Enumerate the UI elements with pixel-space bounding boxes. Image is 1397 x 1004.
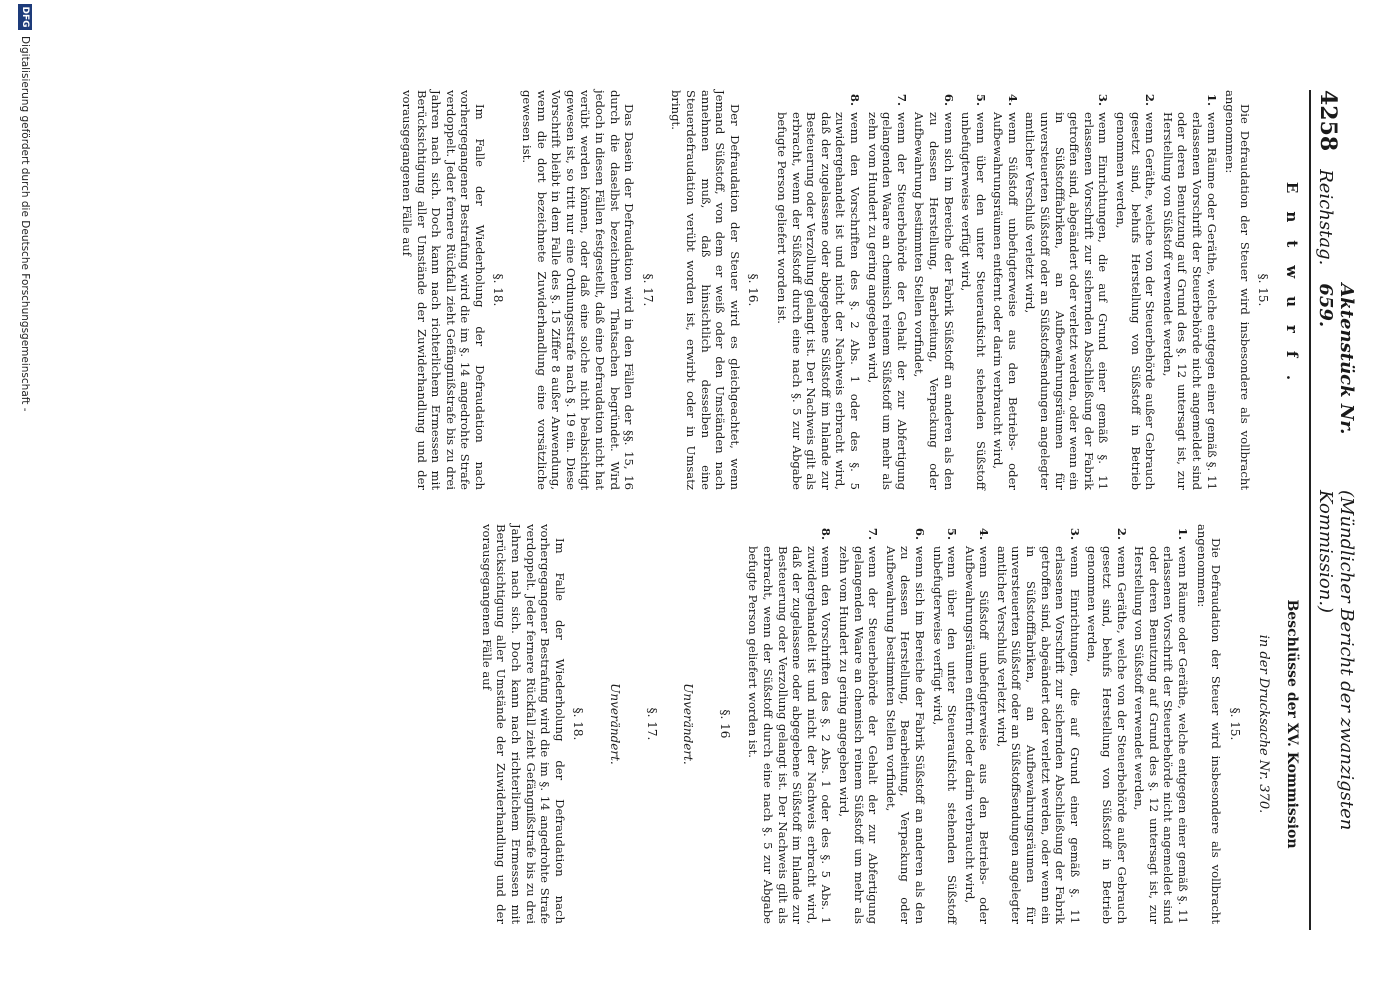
item-text: wenn Geräthe, welche von der Steuerbehörde außer Gebrauch gesetzt sind, behufs Herstellung von Süßstoff in Betrieb genommen werden, [1114,112,1158,490]
item-number: 6. [941,93,956,106]
item-number: 5. [945,527,960,540]
item-text: wenn Räume oder Geräthe, welche entgegen einer gemäß §. 11 erlassenen Vorschrift der Steuerbehörde nicht angemeldet sind oder deren Benutzung auf Grund des §. 12 untersagt ist, zur Herstellung von Süßstoff verwendet werden, [1160,112,1219,490]
item-number: 7. [894,93,909,106]
item-text: wenn über den unter Steueraufsicht stehenden Süßstoff unbefugterweise verfügt wird, [930,546,960,924]
item-number: 1. [1176,527,1191,540]
right-column-heading: Beschlüsse der XV. Kommission [1284,599,1300,849]
right-s15-item [883,524,927,924]
left-column-heading: Entwurf. [1283,181,1301,399]
document-label: Aktenstück Nr. 659. [1315,283,1357,435]
item-number: 2. [1143,93,1158,106]
item-number: 6. [912,527,927,540]
item-number: 4. [1005,93,1020,106]
right-s15-item [1132,524,1190,924]
source-label: Reichstag. [1315,169,1336,266]
item-text: wenn sich im Bereiche der Fabrik Süßstoff an anderen als den zu dessen Herstellung, Bearbeitung, Verpackung oder Aufbewahrung bestimmten Stellen vorfindet, [912,112,956,490]
item-text: wenn den Vorschriften des §. 2 Abs. 1 oder des §. 5 Abs. 1 zuwidergehandelt ist und nicht der Nachweis erbracht wird, daß der zugelassene oder abgegebene Süßstoff im Inlande zur Besteuerung oder Verzollung gelangt ist. Der Nachweis gilt als erbracht, wenn der Süßstoff durch eine nach §. 5 zur Abgabe befugte Person geliefert worden ist. [746,546,834,924]
right-column-subheading: in der Drucksache Nr. 370. [1256,634,1272,814]
item-number: 3. [1096,93,1111,106]
item-number: 4. [977,527,992,540]
right-s17-text: Unverändert. [608,683,623,765]
right-s15-item [962,524,991,924]
left-s15-item [865,90,909,490]
left-s15-item [991,90,1020,490]
right-s16-title: §. 16 [717,709,732,739]
item-number: 1. [1204,93,1219,106]
item-text: wenn Süßstoff unbefugterweise aus den Betriebs- oder Aufbewahrungsräumen entfernt oder darin verbraucht wird, [991,112,1020,490]
item-text: wenn den Vorschriften des §. 2 Abs. 1 oder des §. 5 zuwidergehandelt ist und nicht der Nachweis erbracht wird, daß der zugelassene oder abgegebene Süßstoff im Inlande zur Besteuerung oder Verzollung gelangt ist. Der Nachweis gilt als erbracht, wenn der Süßstoff durch eine nach §. 5 zur Abgabe befugte Person geliefert worden ist. [775,112,862,490]
item-number: 3. [1067,527,1082,540]
digitization-footer [13,0,37,1004]
left-s15-item [1113,90,1157,490]
left-s16-title: §. 16. [746,273,761,307]
right-s15-item [836,524,880,924]
right-column [475,524,1305,924]
item-text: wenn Süßstoff unbefugterweise aus den Betriebs- oder Aufbewahrungsräumen entfernt oder darin verbraucht wird, [962,546,992,924]
item-text: wenn Räume oder Geräthe, welche entgegen einer gemäß §. 11 erlassenen Vorschrift der Steuerbehörde nicht angemeldet sind oder deren Benutzung auf Grund des §. 12 untersagt ist, zur Herstellung von Süßstoff verwendet werden, [1132,546,1191,924]
page-header [1309,90,1357,930]
item-number: 2. [1114,527,1129,540]
dfg-logo-icon: DFG [18,4,32,30]
left-s15-intro: Die Defraudation der Steuer wird insbesondere als vollbracht angenommen: [1223,90,1252,490]
right-s18-title: §. 18. [571,707,586,741]
footer-text: Digitalisierung gefördert durch die Deutsche Forschungsgemeinschaft - [19,36,31,412]
item-text: wenn Einrichtungen, die auf Grund einer gemäß §. 11 erlassenen Vorschrift zur sichernden Abschließung der Fabrik getroffen sind, abgeändert oder verletzt werden, oder wenn ein in Süßstofffabriken, an Aufbewahrungsräumen für unversteuerten Süßstoff oder an Süßstoffsendungen angelegter amtlicher Verschluß verletzt wird, [1023,112,1111,490]
left-s17-title: §. 17. [640,273,655,307]
item-number: 8. [819,527,834,540]
right-s16-text: Unverändert. [681,683,696,765]
item-text: wenn Geräthe, welche von der Steuerbehörde außer Gebrauch gesetzt sind, behufs Herstellung von Süßstoff in Betrieb genommen werden, [1085,546,1129,924]
left-s15-item [1023,90,1111,490]
left-s18-text: Im Falle der Wiederholung der Defraudation nach vorhergegangener Bestrafung wird die im §. 14 angedrohte Strafe verdoppelt. Jeder fernere Rückfall zieht Gefängnißstrafe bis zu drei Jahren nach sich. Doch kann nach richterlichem Ermessen mit Berücksichtigung aller Umstände der Zuwiderhandlung und der vorausgegangenen Fälle auf [399,90,487,490]
right-s15-title: §. 15. [1227,707,1242,741]
right-s15-item [746,524,834,924]
right-s15-intro: Die Defraudation der Steuer wird insbesondere als vollbracht angenommen: [1194,524,1224,924]
left-s17-text: Das Dasein der Defraudation wird in den Fällen der §§. 15, 16 durch die daselbst bezeichneten Thatsachen begründet. Wird jedoch in diesen Fällen festgestellt, daß eine Defraudation nicht hat verübt werden können, oder daß eine solche nicht beabsichtigt gewesen ist, so tritt nur eine Ordnungsstrafe nach §. 19 ein. Diese Vorschrift bleibt in dem Falle des §. 15 Ziffer 8 außer Anwendung, wenn die dort bezeichnete Zuwiderhandlung eine vorsätzliche gewesen ist. [520,90,637,490]
left-column [395,90,1305,490]
item-number: 5. [973,93,988,106]
left-s15-item [959,90,988,490]
left-s15-item [912,90,956,490]
item-text: wenn sich im Bereiche der Fabrik Süßstoff an anderen als den zu dessen Herstellung, Bearbeitung, Verpackung oder Aufbewahrung bestimmten Stellen vorfindet, [883,546,927,924]
right-s15-item [930,524,959,924]
right-s15-item [994,524,1082,924]
left-s16-text: Der Defraudation der Steuer wird es gleichgeachtet, wenn Jemand Süßstoff, von dem er weiß oder den Umständen nach annehmen muß, daß hinsichtlich desselben eine Steuerdefraudation verübt worden ist, erwirbt oder in Umsatz bringt. [669,90,742,490]
right-s17-title: §. 17. [644,707,659,741]
item-text: wenn der Steuerbehörde der Gehalt der zur Abfertigung gelangenden Waare an chemisch reinem Süßstoff um mehr als zehn vom Hundert zu gering angegeben wird, [865,112,909,490]
item-number: 8. [847,93,862,106]
item-text: wenn über den unter Steueraufsicht stehenden Süßstoff unbefugterweise verfügt wird, [959,112,988,490]
item-text: wenn der Steuerbehörde der Gehalt der zur Abfertigung gelangenden Waare an chemisch reinem Süßstoff um mehr als zehn vom Hundert zu gering angegeben wird, [836,546,881,924]
left-s15-title: §. 15. [1256,273,1271,307]
left-s18-title: §. 18. [491,273,506,307]
page-number: 4258 [1315,90,1341,152]
item-number: 7. [866,527,881,540]
left-s15-item [1160,90,1218,490]
item-text: wenn Einrichtungen, die auf Grund einer gemäß §. 11 erlassenen Vorschrift zur sichernden Abschließung der Fabrik getroffen sind, abgeändert oder verletzt werden, oder wenn ein in Süßstofffabriken, an Aufbewahrungsräumen für unversteuerten Süßstoff oder an Süßstoffsendungen angelegter amtlicher Verschluß verletzt wird, [994,546,1082,924]
right-s18-text: Im Falle der Wiederholung der Defraudation nach vorhergegangener Bestrafung wird die im §. 14 angedrohte Strafe verdoppelt. Jeder fernere Rückfall zieht Gefängnißstrafe bis zu drei Jahren nach sich. Doch kann nach richterlichem Ermessen mit Berücksichtigung aller Umstände der Zuwiderhandlung und der vorausgegangenen Fälle auf [479,524,567,924]
left-s15-item [774,90,862,490]
report-title: (Mündlicher Bericht der zwanzigsten Kommission.) [1315,489,1357,831]
right-s15-item [1085,524,1129,924]
